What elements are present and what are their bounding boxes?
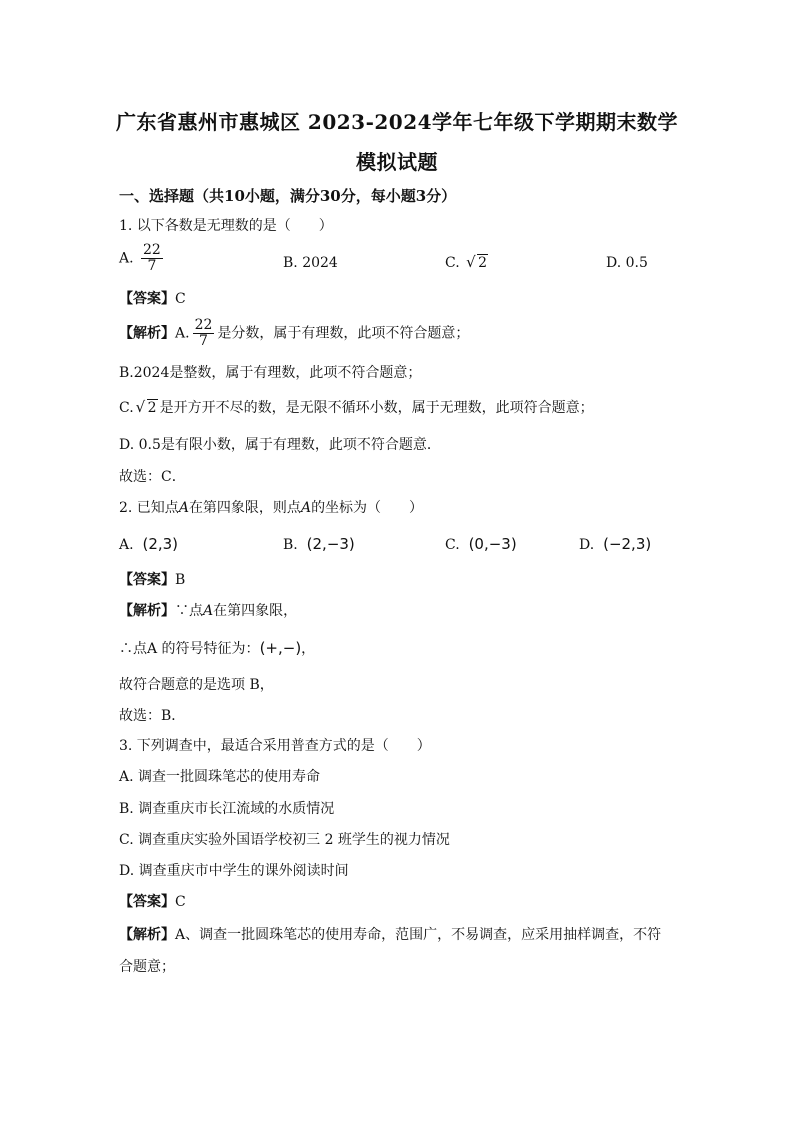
q3-answer (119, 893, 186, 911)
answer-value: B (175, 572, 186, 588)
q1-option-c (445, 254, 490, 272)
q2-option-b (283, 535, 355, 554)
q3-analysis-1-cont: 合题意； (119, 959, 175, 975)
option-label: D. (579, 537, 595, 553)
q2-option-c (445, 535, 517, 554)
q3-stem: 3. 下列调查中，最适合采用普查方式的是（ ） (119, 738, 431, 754)
q2-stem (119, 499, 423, 517)
stem-text: 的坐标为（ ） (311, 500, 424, 516)
fraction-denominator: 7 (199, 333, 208, 349)
analysis-tag: 【解析】 (119, 927, 175, 943)
option-value: (2,3) (142, 535, 179, 553)
q2-analysis-3: 故符合题意的是选项 B， (119, 677, 274, 693)
document-title-line1: 广东省惠州市惠城区 2023-2024学年七年级下学期期末数学 (115, 110, 679, 134)
q1-option-a-fraction (141, 243, 163, 274)
q2-analysis-2 (119, 639, 315, 658)
option-label: C. (445, 537, 460, 553)
section-heading: 一、选择题（共10小题，满分30分，每小题3分） (119, 187, 457, 205)
answer-value: C (175, 291, 186, 307)
q1-option-d: D. 0.5 (606, 255, 648, 271)
analysis-text: A、调查一批圆珠笔芯的使用寿命，范围广，不易调查，应采用抽样调查，不符 (175, 927, 662, 943)
q2-answer (119, 571, 185, 589)
stem-text: 在第四象限，则点 (188, 500, 301, 516)
point-variable: A (203, 603, 214, 619)
q1-option-c-label: C. (445, 255, 460, 271)
q1-analysis-b: B.2024是整数，属于有理数，此项不符合题意； (119, 365, 422, 381)
stem-text: 2. 已知点 (119, 500, 179, 516)
answer-tag: 【答案】 (119, 572, 175, 588)
q3-option-b: B. 调查重庆市长江流域的水质情况 (119, 801, 335, 817)
fraction-denominator: 7 (147, 258, 157, 274)
sqrt-symbol: √ (466, 253, 476, 271)
fraction-numerator: 22 (143, 242, 161, 258)
analysis-text: ∴点A 的符号特征为： (119, 641, 260, 657)
fraction-numerator: 22 (194, 317, 213, 333)
analysis-text: ∵点 (175, 603, 203, 619)
option-label: B. (283, 537, 298, 553)
q1-analysis-c (119, 399, 594, 417)
option-value: (−2,3) (603, 535, 652, 553)
analysis-text: 是开方开不尽的数，是无限不循环小数，属于无理数，此项符合题意； (159, 400, 594, 416)
sqrt-expression (466, 254, 488, 272)
answer-tag: 【答案】 (119, 291, 175, 307)
q1-option-b: B. 2024 (283, 255, 338, 271)
q1-analysis-a (119, 318, 469, 349)
q3-option-a: A. 调查一批圆珠笔芯的使用寿命 (119, 769, 321, 785)
q3-option-c: C. 调查重庆实验外国语学校初三 2 班学生的视力情况 (119, 832, 450, 848)
sqrt-expression (136, 399, 158, 417)
analysis-text: 在第四象限， (213, 603, 298, 619)
analysis-prefix: A. (175, 325, 190, 342)
sign-pattern: (+,−) (259, 639, 302, 657)
answer-value: C (175, 894, 186, 910)
q3-option-d: D. 调查重庆市中学生的课外阅读时间 (119, 863, 349, 879)
q1-stem: 1. 以下各数是无理数的是（ ） (119, 218, 333, 234)
analysis-tag: 【解析】 (119, 603, 175, 619)
q2-option-d (579, 535, 651, 554)
q1-answer (119, 290, 186, 308)
q2-analysis-1 (119, 602, 297, 620)
analysis-text: 是分数，属于有理数，此项不符合题意； (217, 325, 470, 342)
option-value: (0,−3) (468, 535, 517, 553)
answer-tag: 【答案】 (119, 894, 175, 910)
analysis-tag: 【解析】 (119, 325, 175, 342)
q1-option-a-label: A. (119, 250, 134, 267)
radicand: 2 (147, 400, 157, 416)
radicand: 2 (478, 255, 488, 271)
analysis-text: ， (301, 641, 316, 657)
analysis-prefix: C. (119, 400, 134, 416)
document-title-line2: 模拟试题 (356, 150, 438, 174)
q1-conclusion: 故选：C． (119, 469, 186, 485)
analysis-fraction (193, 318, 215, 349)
q2-conclusion: 故选：B． (119, 708, 186, 724)
q1-option-a (119, 243, 166, 274)
q3-analysis-1 (119, 926, 661, 944)
q1-analysis-d: D. 0.5是有限小数，属于有理数，此项不符合题意． (119, 437, 441, 453)
sqrt-symbol: √ (135, 398, 146, 416)
q2-option-a (119, 535, 178, 554)
point-variable: A (300, 500, 312, 516)
point-variable: A (178, 500, 189, 516)
option-label: A. (119, 537, 134, 553)
option-value: (2,−3) (306, 535, 355, 553)
